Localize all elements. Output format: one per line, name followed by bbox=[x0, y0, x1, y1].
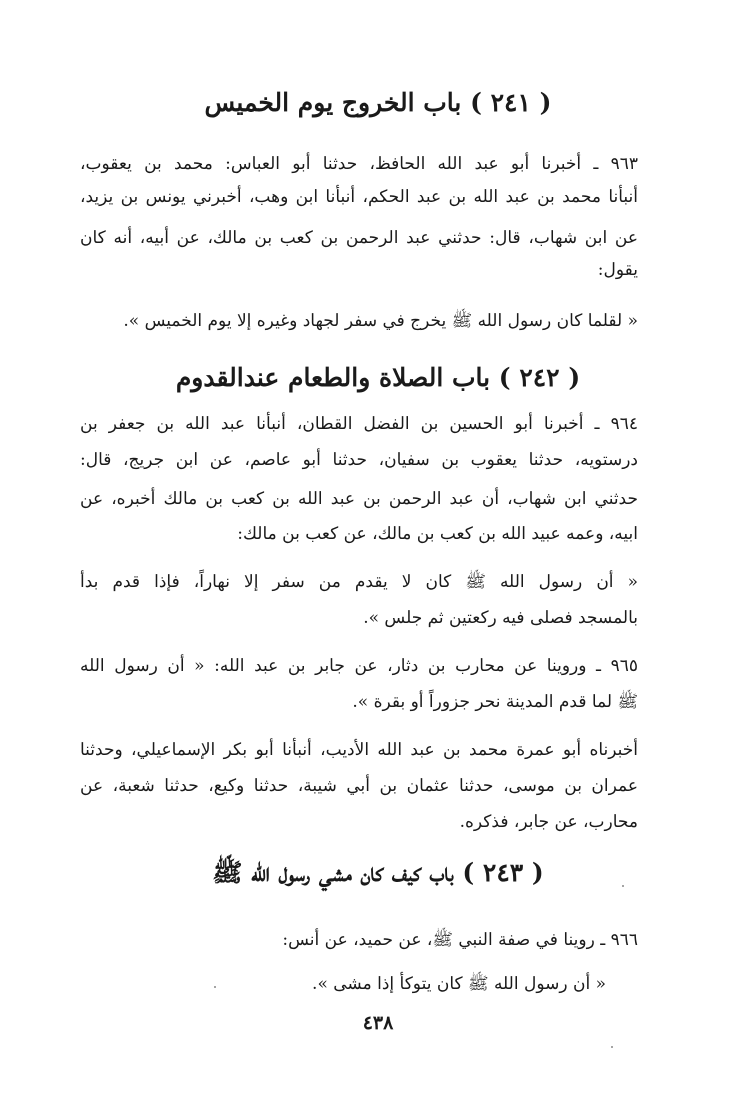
scan-speck bbox=[622, 885, 624, 887]
hadith-963-line-4: يقول: bbox=[597, 260, 638, 280]
hadith-964-line-3: حدثني ابن شهاب، أن عبد الرحمن بن عبد الله بن كعب بن مالك أخبره، عن bbox=[80, 489, 638, 509]
hadith-966-line-1: ٩٦٦ ـ روينا في صفة النبي ﷺ، عن حميد، عن أنس: bbox=[282, 930, 638, 950]
hadith-965-chain-line-1: أخبرناه أبو عمرة محمد بن عبد الله الأديب، أنبأنا أبو بكر الإسماعيلي، وحدثنا bbox=[80, 740, 638, 760]
hadith-965-chain-line-3: محارب، عن جابر، فذكره. bbox=[459, 812, 638, 832]
hadith-964-quote-line-2: بالمسجد فصلى فيه ركعتين ثم جلس ». bbox=[363, 608, 638, 628]
hadith-965-line-1: ٩٦٥ ـ وروينا عن محارب بن دثار، عن جابر بن عبد الله: « أن رسول الله bbox=[80, 656, 638, 676]
scan-speck bbox=[214, 986, 216, 988]
hadith-965-line-2: ﷺ لما قدم المدينة نحر جزوراً أو بقرة ». bbox=[352, 692, 638, 712]
hadith-966-quote: « أن رسول الله ﷺ كان يتوكأ إذا مشى ». bbox=[312, 974, 606, 994]
page-number: ٤٣٨ bbox=[362, 1012, 394, 1034]
chapter-heading-242: ( ٢٤٢ ) باب الصلاة والطعام عندالقدوم bbox=[175, 363, 581, 392]
chapter-heading-241: ( ٢٤١ ) باب الخروج يوم الخميس bbox=[204, 88, 552, 117]
hadith-964-line-1: ٩٦٤ ـ أخبرنا أبو الحسين بن الفضل القطان، أنبأنا عبد الله بن جعفر بن bbox=[80, 414, 638, 434]
hadith-963-line-3: عن ابن شهاب، قال: حدثني عبد الرحمن بن كعب بن مالك، عن أبيه، أنه كان bbox=[80, 228, 638, 248]
hadith-963-line-2: أنبأنا محمد بن عبد الله بن عبد الحكم، أنبأنا ابن وهب، أخبرني يونس بن يزيد، bbox=[80, 187, 638, 207]
hadith-964-line-4: ابيه، وعمه عبيد الله بن كعب بن مالك، عن كعب بن مالك: bbox=[237, 524, 638, 544]
hadith-965-chain-line-2: عمران بن موسى، حدثنا عثمان بن أبي شيبة، حدثنا وكيع، حدثنا شعبة، عن bbox=[80, 776, 638, 796]
hadith-964-quote-line-1: « أن رسول الله ﷺ كان لا يقدم من سفر إلا نهاراً، فإذا قدم بدأ bbox=[80, 572, 638, 592]
scan-speck bbox=[611, 1046, 613, 1048]
hadith-963-quote: « لقلما كان رسول الله ﷺ يخرج في سفر لجهاد وغيره إلا يوم الخميس ». bbox=[123, 311, 638, 331]
chapter-heading-243: ( ٢٤٣ ) باب كيف كان مشي رسول الله ﷺ bbox=[212, 858, 544, 887]
hadith-963-line-1: ٩٦٣ ـ أخبرنا أبو عبد الله الحافظ، حدثنا أبو العباس: محمد بن يعقوب، bbox=[80, 154, 638, 174]
hadith-964-line-2: درستويه، حدثنا يعقوب بن سفيان، حدثنا أبو عاصم، عن ابن جريج، قال: bbox=[80, 450, 638, 470]
